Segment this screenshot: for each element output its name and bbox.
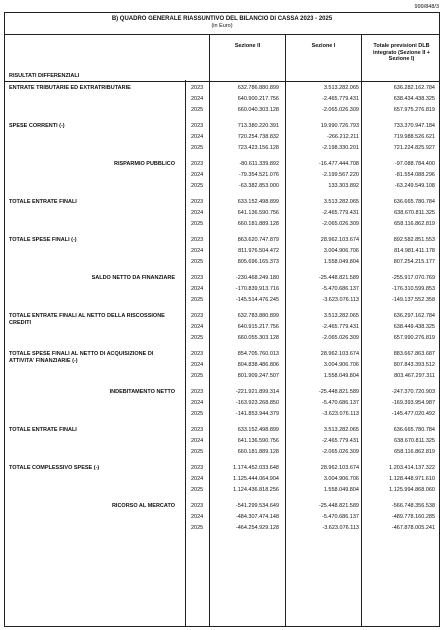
sezione-1-value: -5.470.686.137: [321, 286, 359, 292]
totale-value: -247.370.720.903: [391, 389, 435, 395]
sezione-2-value: 1.124.436.818.256: [233, 487, 279, 493]
table-frame: [4, 12, 440, 627]
year-cell: 2025: [191, 107, 204, 113]
table-row: [5, 159, 439, 169]
table-row: [5, 360, 439, 370]
sezione-1-value: -2.065.026.309: [321, 221, 359, 227]
totale-value: 1.128.448.971.610: [389, 476, 435, 482]
sezione-1-value: 28.962.103.674: [320, 465, 359, 471]
totale-value: 657.990.276.819: [393, 335, 435, 341]
table-row: [5, 485, 439, 495]
sezione-1-value: 1.558.049.804: [323, 259, 359, 265]
sezione-1-value: 3.004.906.706: [323, 362, 359, 368]
sezione-2-value: 632.783.880.899: [237, 313, 279, 319]
totale-value: -176.310.599.853: [391, 286, 435, 292]
sezione-1-value: 133.303.892: [328, 183, 359, 189]
sezione-2-value: 660.055.303.128: [237, 335, 279, 341]
table-row: [5, 447, 439, 457]
sezione-2-value: -170.839.913.716: [235, 286, 279, 292]
sezione-2-value: -230.468.249.180: [235, 275, 279, 281]
table-row: [5, 295, 439, 305]
sezione-2-value: 660.040.303.128: [237, 107, 279, 113]
sezione-2-value: 633.152.498.899: [237, 427, 279, 433]
totale-value: 807.843.393.512: [393, 362, 435, 368]
row-label: INDEBITAMENTO NETTO: [109, 389, 175, 395]
year-cell: 2025: [191, 487, 204, 493]
row-label: ENTRATE TRIBUTARIE ED EXTRATRIBUTARIE: [9, 85, 131, 91]
sezione-2-value: -221.921.899.314: [235, 389, 279, 395]
totale-value: -145.477.020.492: [391, 411, 435, 417]
table-row: [5, 463, 439, 473]
totale-value: -81.554.088.296: [394, 172, 435, 178]
sezione-2-value: 801.909.247.507: [237, 373, 279, 379]
sezione-2-value: -79.354.521.076: [238, 172, 279, 178]
sezione-1-value: 3.513.282.065: [323, 199, 359, 205]
row-label: RISPARMIO PUBBLICO: [113, 161, 175, 167]
year-cell: 2023: [191, 351, 204, 357]
table-row: [5, 246, 439, 256]
page-title: B) QUADRO GENERALE RIASSUNTIVO DEL BILANCIO DI CASSA 2023 - 2025: [111, 16, 333, 22]
year-cell: 2025: [191, 297, 204, 303]
year-cell: 2025: [191, 183, 204, 189]
year-cell: 2024: [191, 400, 204, 406]
year-cell: 2023: [191, 427, 204, 433]
page-subtitle: (in Euro): [211, 23, 233, 29]
page-id: 999/848/3: [414, 4, 439, 10]
table-row: [5, 83, 439, 93]
table-row: [5, 474, 439, 484]
year-cell: 2025: [191, 373, 204, 379]
year-cell: 2025: [191, 145, 204, 151]
year-cell: 2023: [191, 85, 204, 91]
sezione-2-value: 640.915.217.756: [237, 324, 279, 330]
table-header: [5, 34, 439, 82]
table-row: [5, 371, 439, 381]
row-label: TOTALE ENTRATE FINALI: [9, 427, 77, 433]
row-label: TOTALE COMPLESSIVO SPESE (-): [9, 465, 100, 471]
sezione-2-value: 632.786.880.899: [237, 85, 279, 91]
sezione-2-value: -80.611.339.892: [239, 161, 279, 167]
table-row: [5, 501, 439, 511]
table-row: [5, 181, 439, 191]
sezione-2-value: -464.254.929.128: [235, 525, 279, 531]
table-row: [5, 132, 439, 142]
year-cell: 2024: [191, 172, 204, 178]
year-cell: 2023: [191, 503, 204, 509]
sezione-2-value: 804.838.486.806: [237, 362, 279, 368]
year-cell: 2023: [191, 465, 204, 471]
table-row: [5, 219, 439, 229]
row-label: TOTALE SPESE FINALI (-): [9, 237, 77, 243]
table-row: [5, 284, 439, 294]
totale-value: 636.665.780.784: [393, 427, 435, 433]
table-row: [5, 170, 439, 180]
table-row: [5, 208, 439, 218]
totale-value: 807.254.215.177: [393, 259, 435, 265]
sezione-1-value: -3.623.076.113: [322, 525, 359, 531]
sezione-1-value: -5.470.686.137: [321, 514, 359, 520]
table-row: [5, 121, 439, 131]
year-cell: 2023: [191, 313, 204, 319]
sezione-1-value: -25.448.821.589: [318, 389, 359, 395]
year-cell: 2023: [191, 389, 204, 395]
header-risultati: RISULTATI DIFFERENZIALI: [9, 73, 80, 79]
table-row: [5, 235, 439, 245]
totale-value: 638.449.438.325: [393, 324, 435, 330]
sezione-1-value: -266.212.211: [326, 134, 359, 140]
header-totale: [361, 35, 441, 81]
sezione-2-value: -484.307.474.148: [235, 514, 279, 520]
table-row: [5, 322, 439, 332]
year-cell: 2024: [191, 286, 204, 292]
year-cell: 2024: [191, 362, 204, 368]
table-row: [5, 523, 439, 533]
totale-value: -255.917.070.769: [391, 275, 435, 281]
totale-value: -467.878.005.241: [391, 525, 435, 531]
row-label: TOTALE ENTRATE FINALI: [9, 199, 77, 205]
year-cell: 2025: [191, 525, 204, 531]
year-cell: 2024: [191, 96, 204, 102]
sezione-2-value: 641.136.590.756: [237, 210, 279, 216]
totale-value: -97.088.784.400: [394, 161, 435, 167]
year-cell: 2024: [191, 438, 204, 444]
row-label: TOTALE SPESE FINALI AL NETTO DI ACQUISIZIONE DI ATTIVITA' FINANZIARIE (-): [9, 351, 154, 364]
totale-value: -149.137.552.358: [391, 297, 435, 303]
sezione-1-value: -2.065.026.309: [321, 335, 359, 341]
table-row: [5, 409, 439, 419]
sezione-1-value: -2.465.779.431: [321, 324, 359, 330]
sezione-2-value: 640.900.217.756: [237, 96, 279, 102]
table-row: [5, 273, 439, 283]
year-cell: 2025: [191, 259, 204, 265]
sezione-1-value: 1.558.049.804: [323, 487, 359, 493]
totale-value: 638.670.811.325: [394, 438, 435, 444]
sezione-1-value: -2.065.026.309: [321, 449, 359, 455]
year-cell: 2024: [191, 514, 204, 520]
sezione-2-value: 811.976.504.472: [238, 248, 279, 254]
totale-value: -489.778.160.285: [391, 514, 435, 520]
sezione-2-value: 723.423.156.128: [237, 145, 279, 151]
year-cell: 2024: [191, 324, 204, 330]
sezione-2-value: -541.299.534.649: [235, 503, 279, 509]
totale-value: 719.988.526.621: [393, 134, 435, 140]
sezione-1-value: 19.990.726.793: [320, 123, 359, 129]
year-cell: 2025: [191, 449, 204, 455]
sezione-2-value: 633.152.498.899: [237, 199, 279, 205]
sezione-1-value: 1.558.049.804: [323, 373, 359, 379]
header-sezione-1-label: Sezione I: [311, 43, 336, 49]
sezione-2-value: 720.254.738.832: [237, 134, 279, 140]
header-sezione-2: [209, 35, 285, 81]
sezione-1-value: -2.465.779.431: [321, 438, 359, 444]
totale-value: -63.249.549.108: [394, 183, 435, 189]
totale-value: 892.582.851.553: [393, 237, 435, 243]
sezione-1-value: -2.465.779.431: [321, 96, 359, 102]
table-row: [5, 143, 439, 153]
totale-value: 638.434.438.325: [393, 96, 435, 102]
totale-value: 1.203.414.137.322: [389, 465, 435, 471]
sezione-2-value: 660.181.889.128: [237, 221, 279, 227]
year-cell: 2024: [191, 210, 204, 216]
year-cell: 2023: [191, 275, 204, 281]
totale-value: 1.125.994.868.060: [389, 487, 435, 493]
totale-value: 636.282.162.784: [393, 85, 435, 91]
sezione-1-value: -2.465.779.431: [321, 210, 359, 216]
sezione-1-value: 3.004.906.706: [323, 476, 359, 482]
table-row: [5, 105, 439, 115]
sezione-1-value: -25.448.821.589: [318, 275, 359, 281]
sezione-1-value: 28.962.103.674: [320, 351, 359, 357]
sezione-1-value: -2.199.567.220: [321, 172, 359, 178]
sezione-1-value: -2.198.330.201: [321, 145, 359, 151]
sezione-2-value: 660.181.889.128: [237, 449, 279, 455]
sezione-2-value: 805.696.165.373: [237, 259, 279, 265]
table-row: [5, 387, 439, 397]
header-sezione-2-label: Sezione II: [234, 43, 261, 49]
table-row: [5, 349, 439, 364]
row-label: TOTALE ENTRATE FINALI AL NETTO DELLA RISCOSSIONE CREDITI: [9, 313, 165, 326]
sezione-1-value: 28.962.103.674: [320, 237, 359, 243]
year-cell: 2024: [191, 476, 204, 482]
sezione-2-value: -145.514.476.245: [235, 297, 279, 303]
sezione-2-value: 713.380.220.391: [237, 123, 279, 129]
year-cell: 2025: [191, 411, 204, 417]
table-row: [5, 197, 439, 207]
table-row: [5, 398, 439, 408]
totale-value: 658.116.862.819: [394, 449, 435, 455]
sezione-1-value: -3.623.076.113: [322, 411, 359, 417]
totale-value: 814.981.411.178: [394, 248, 435, 254]
sezione-1-value: -3.623.076.113: [322, 297, 359, 303]
year-cell: 2023: [191, 161, 204, 167]
year-cell: 2024: [191, 248, 204, 254]
totale-value: -169.393.954.987: [391, 400, 435, 406]
totale-value: 803.467.297.311: [394, 373, 435, 379]
table-row: [5, 425, 439, 435]
sezione-2-value: 641.136.590.756: [237, 438, 279, 444]
sezione-1-value: -25.448.821.589: [318, 503, 359, 509]
row-label: RICORSO AL MERCATO: [111, 503, 175, 509]
year-cell: 2023: [191, 123, 204, 129]
sezione-1-value: 3.513.282.065: [323, 313, 359, 319]
sezione-1-value: -16.477.444.708: [318, 161, 359, 167]
sezione-2-value: -63.382.853.000: [238, 183, 279, 189]
table-row: [5, 257, 439, 267]
table-row: [5, 436, 439, 446]
sezione-2-value: 863.620.747.879: [237, 237, 279, 243]
totale-value: 733.370.947.184: [393, 123, 435, 129]
header-sezione-1: [285, 35, 361, 81]
sezione-2-value: -141.853.944.379: [235, 411, 279, 417]
sezione-2-value: 854.705.760.013: [237, 351, 279, 357]
sezione-1-value: -2.065.026.309: [321, 107, 359, 113]
sezione-2-value: 1.174.452.033.648: [233, 465, 279, 471]
totale-value: 721.224.825.927: [393, 145, 435, 151]
sezione-1-value: -5.470.686.137: [321, 400, 359, 406]
header-totale-label: Totale previsioni DLB integrato (Sezione II + Sezione I): [373, 43, 430, 62]
sezione-1-value: 3.513.282.065: [323, 427, 359, 433]
totale-value: -566.748.356.538: [391, 503, 435, 509]
year-cell: 2025: [191, 221, 204, 227]
totale-value: 883.667.863.687: [393, 351, 435, 357]
sezione-2-value: -163.923.268.850: [235, 400, 279, 406]
table-row: [5, 94, 439, 104]
year-cell: 2024: [191, 134, 204, 140]
year-cell: 2025: [191, 335, 204, 341]
table-row: [5, 333, 439, 343]
table-row: [5, 512, 439, 522]
totale-value: 636.297.162.784: [393, 313, 435, 319]
totale-value: 638.670.811.325: [394, 210, 435, 216]
sezione-1-value: 3.513.282.065: [323, 85, 359, 91]
totale-value: 657.975.276.819: [393, 107, 435, 113]
sezione-1-value: 3.004.906.706: [323, 248, 359, 254]
totale-value: 658.116.862.819: [394, 221, 435, 227]
table-row: [5, 311, 439, 326]
sezione-2-value: 1.125.444.064.904: [233, 476, 279, 482]
totale-value: 636.665.780.784: [393, 199, 435, 205]
row-label: SALDO NETTO DA FINANZIARE: [91, 275, 175, 281]
year-cell: 2023: [191, 199, 204, 205]
row-label: SPESE CORRENTI (-): [9, 123, 65, 129]
year-cell: 2023: [191, 237, 204, 243]
